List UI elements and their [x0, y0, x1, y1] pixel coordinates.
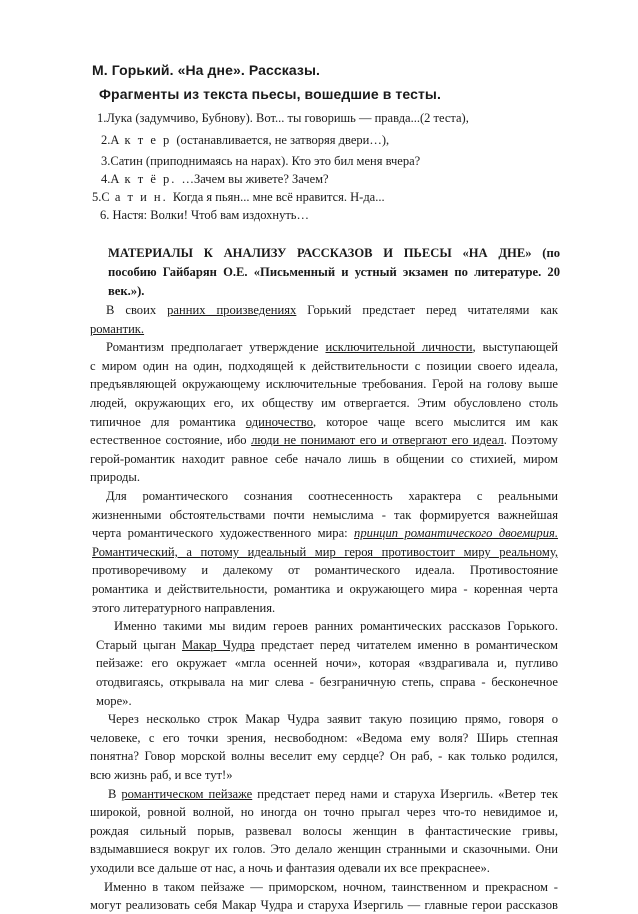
body-line [90, 413, 558, 431]
fragment-line [92, 190, 385, 205]
body-text-segment: людей, окружающих его, их обществу им отвергается. Этим обусловлено столь [90, 396, 558, 410]
body-line [104, 878, 558, 896]
body-text-segment: типичное для романтика [90, 415, 246, 429]
body-text-segment: романтическом пейзаже [121, 787, 253, 801]
body-text-segment: исключительной личности [325, 340, 473, 354]
body-text-segment: Именно в таком пейзаже — приморском, ночном, таинственном и прекрасном - [104, 880, 558, 894]
body-text-segment: отодвигаясь, открывала на миг слева - безграничную степь, справа - бесконечное [96, 675, 558, 689]
body-text-segment: Старый цыган [96, 638, 182, 652]
body-line [96, 673, 558, 691]
body-text-segment: В [108, 787, 122, 801]
body-text-segment: человеке, с его точки зрения, несвободном: «Ведома ему воля? Ширь степная [90, 731, 558, 745]
fragment-line [101, 133, 389, 148]
body-line [106, 338, 558, 356]
fragment-pre: 2.А [101, 133, 120, 147]
body-text-segment: , выступающей [472, 340, 558, 354]
body-line [90, 394, 558, 412]
body-text-segment: В своих [106, 303, 168, 317]
body-line [108, 710, 558, 728]
body-text-segment: естественное состояние, ибо [90, 433, 252, 447]
materials-heading-line-1: МАТЕРИАЛЫ К АНАЛИЗУ РАССКАЗОВ И ПЬЕСЫ «НА ДНЕ» (по [108, 246, 560, 260]
body-line [90, 747, 558, 765]
body-text-segment: герой-романтик находит равное себе начало лишь в общении со стихией, миром [90, 452, 558, 466]
body-line [90, 431, 558, 449]
body-line [108, 785, 558, 803]
body-text-segment: Романтизм предполагает утверждение [106, 340, 326, 354]
body-line [90, 357, 558, 375]
body-text-segment: противоречивому и далекому от романтического идеала. Противостояние [92, 563, 558, 577]
body-text-segment: море». [96, 694, 132, 708]
materials-heading-line-3: век.»). [108, 284, 145, 298]
fragment-post: Когда я пьян... мне всё нравится. Н-да... [172, 190, 385, 204]
fragment-pre: 6. Настя: Волки! Чтоб вам издохнуть… [100, 208, 310, 222]
page-title: М. Горький. «На дне». Рассказы. [92, 62, 321, 78]
fragment-spaced: а т и н. [109, 190, 173, 204]
body-line [96, 654, 558, 672]
body-text-segment: Через несколько строк Макар Чудра заявит такую позицию прямо, говоря о [108, 712, 558, 726]
fragment-line [101, 172, 329, 187]
body-line [90, 375, 558, 393]
body-line [92, 561, 558, 579]
body-line [96, 636, 558, 654]
body-text-segment: предстает перед читателем именно в романтическом [254, 638, 558, 652]
body-text-segment: Романтический, а потому идеальный мир героя противостоит миру реальному, [92, 545, 558, 559]
body-line [90, 766, 558, 784]
body-text-segment: Макар Чудра [181, 638, 255, 652]
body-line [96, 692, 558, 710]
body-text-segment: рождая сильный порыв, развевал волосы женщин в фантастические гривы, [90, 824, 558, 838]
fragment-line [101, 154, 420, 169]
body-text-segment: жизненными обстоятельствами почти немыслима - так формируется важнейшая [92, 508, 558, 522]
body-text-segment: принцип романтического двоемирия. [354, 526, 559, 540]
body-line [106, 301, 558, 319]
body-text-segment: романтика и действительности, романтика и окружающего мира - коренная черта [92, 582, 558, 596]
fragment-spaced: к т ё р. [119, 172, 182, 186]
body-text-segment: вздымавшиеся вокруг их голов. Это делало женщин странными и сказочными. Они [90, 842, 558, 856]
body-text-segment: пейзаже: его окружает «мгла осенней ночи», которая «вздрагивала и, пугливо [96, 656, 558, 670]
fragment-line [97, 111, 469, 126]
fragment-line [100, 208, 309, 223]
body-text-segment: Горький предстает перед читателями как [296, 303, 558, 317]
body-text-segment: уходили все дальше от нас, а ночь и фантазия одевали их все прекраснее». [90, 861, 490, 875]
body-text-segment: понятна? Говор морской волны веселит ему сердце? Он раб, - как только родился, [90, 749, 558, 763]
fragment-pre: 1.Лука (задумчиво, Бубнову). Вот... ты говоришь — правда...(2 теста), [97, 111, 469, 125]
body-line [114, 617, 558, 635]
body-text-segment: всю жизнь раб, и все тут!» [90, 768, 233, 782]
body-line [90, 896, 558, 914]
body-text-segment: могут реализовать себя Макар Чудра и старуха Изергиль — главные герои рассказов [90, 898, 558, 912]
body-text-segment: Для романтического сознания соотнесенность характера с реальными [106, 489, 558, 503]
body-line [92, 543, 558, 561]
body-line [90, 320, 558, 338]
body-text-segment: ранних произведениях [167, 303, 297, 317]
fragment-spaced: к т е р [119, 133, 177, 147]
body-line [106, 487, 558, 505]
fragment-pre: 4.А [101, 172, 120, 186]
body-line [90, 859, 558, 877]
body-text-segment: Именно такими мы видим героев ранних романтических рассказов Горького. [114, 619, 558, 633]
body-text-segment: . Поэтому [503, 433, 558, 447]
body-line [92, 506, 558, 524]
fragment-pre: 5.С [92, 190, 110, 204]
body-line [90, 803, 558, 821]
body-text-segment: природы. [90, 470, 141, 484]
body-text-segment: предстает перед нами и старуха Изергиль. «Ветер тек [252, 787, 558, 801]
body-line [90, 468, 558, 486]
body-text-segment: люди не понимают его и отвергают его идеал [251, 433, 504, 447]
body-line [92, 580, 558, 598]
fragment-pre: 3.Сатин (приподнимаясь на нарах). Кто это бил меня вчера? [101, 154, 421, 168]
body-text-segment: , которое чаще всего мыслится им как [313, 415, 558, 429]
body-line [90, 840, 558, 858]
body-line [90, 822, 558, 840]
body-text-segment: этого литературного направления. [92, 601, 276, 615]
body-text-segment: предъявляющей окружающему исключительные требования. Герой на голову выше [90, 377, 558, 391]
body-text-segment: с миром один на один, подходящей к действительности с позиции своего идеала, [90, 359, 558, 373]
body-text-segment: романтик. [90, 322, 145, 336]
body-line [92, 524, 558, 542]
body-text-segment: одиночество [245, 415, 314, 429]
materials-heading-line-2: пособию Гайбарян О.Е. «Письменный и устный экзамен по литературе. 20 [108, 265, 560, 279]
fragment-post: (останавливается, не затворяя двери…), [176, 133, 390, 147]
body-line [92, 599, 558, 617]
body-line [90, 450, 558, 468]
body-text-segment: широкой, ровной волной, но иногда он точно прыгал через что-то невидимое и, [90, 805, 558, 819]
fragment-post: …Зачем вы живете? Зачем? [181, 172, 329, 186]
page-subtitle: Фрагменты из текста пьесы, вошедшие в тесты. [99, 86, 441, 102]
body-text-segment: черта романтического художественного мира: [92, 526, 355, 540]
body-line [90, 729, 558, 747]
